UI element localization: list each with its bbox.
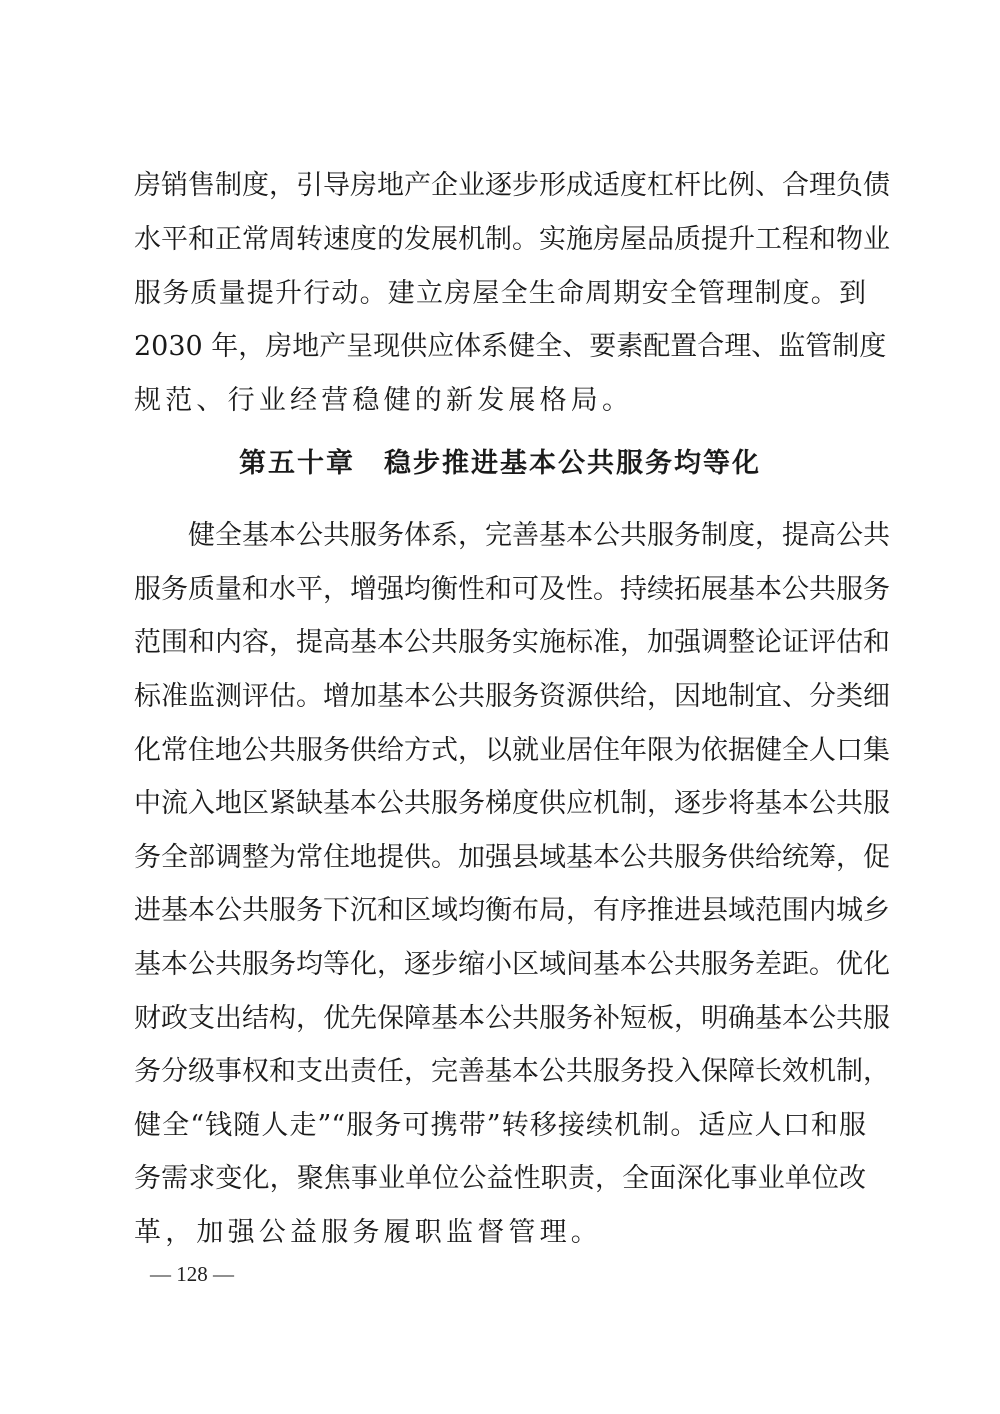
paragraph-line: 服务质量提升行动。建立房屋全生命周期安全管理制度。到: [134, 278, 866, 309]
paragraph-line: 房销售制度，引导房地产企业逐步形成适度杠杆比例、合理负债: [134, 170, 890, 201]
paragraph-line: 2030 年，房地产呈现供应体系健全、要素配置合理、监管制度: [134, 331, 887, 362]
paragraph-line: 财政支出结构，优先保障基本公共服务补短板，明确基本公共服: [134, 1003, 890, 1034]
paragraph-line: 水平和正常周转速度的发展机制。实施房屋品质提升工程和物业: [134, 224, 890, 255]
paragraph-line: 务分级事权和支出责任，完善基本公共服务投入保障长效机制，: [134, 1056, 890, 1087]
chapter-heading: 第五十章 稳步推进基本公共服务均等化: [239, 448, 761, 479]
paragraph-line: 中流入地区紧缺基本公共服务梯度供应机制，逐步将基本公共服: [134, 788, 890, 819]
paragraph-line: 服务质量和水平，增强均衡性和可及性。持续拓展基本公共服务: [134, 574, 890, 605]
paragraph-line: 范围和内容，提高基本公共服务实施标准，加强调整论证评估和: [134, 627, 890, 658]
paragraph-line: 健全基本公共服务体系，完善基本公共服务制度，提高公共: [134, 520, 890, 551]
paragraph-line: 务全部调整为常住地提供。加强县域基本公共服务供给统筹，促: [134, 842, 890, 873]
paragraph-line: 规范、行业经营稳健的新发展格局。: [134, 385, 634, 416]
paragraph-line: 进基本公共服务下沉和区域均衡布局，有序推进县域范围内城乡: [134, 895, 890, 926]
paragraph-line: 务需求变化，聚焦事业单位公益性职责，全面深化事业单位改: [134, 1163, 866, 1194]
page-number: — 128 —: [150, 1262, 234, 1286]
paragraph-line: 革，加强公益服务履职监督管理。: [134, 1217, 602, 1248]
paragraph-line: 基本公共服务均等化，逐步缩小区域间基本公共服务差距。优化: [134, 949, 890, 980]
paragraph-line: 健全“钱随人走”“服务可携带”转移接续机制。适应人口和服: [134, 1110, 866, 1141]
paragraph-line: 化常住地公共服务供给方式，以就业居住年限为依据健全人口集: [134, 735, 890, 766]
paragraph-line: 标准监测评估。增加基本公共服务资源供给，因地制宜、分类细: [134, 681, 890, 712]
